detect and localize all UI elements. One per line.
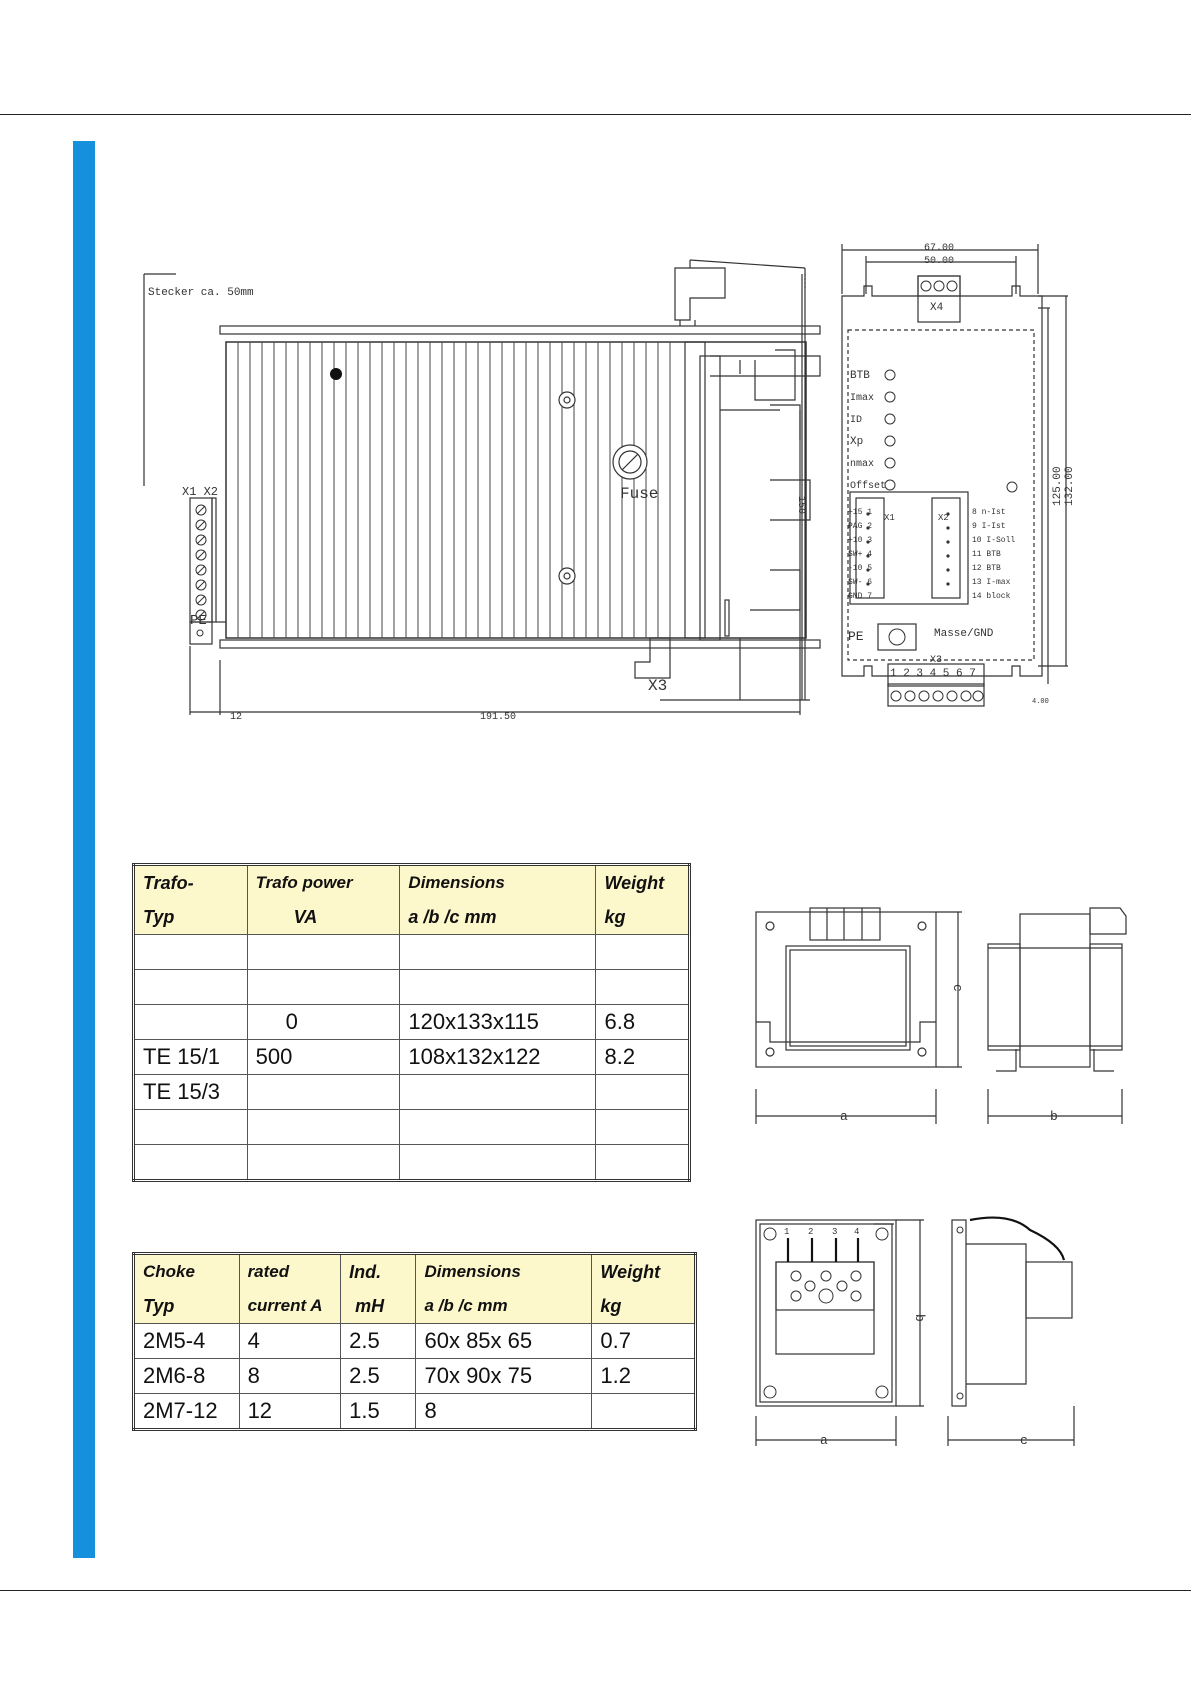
dim-50: 50.00 — [924, 256, 955, 267]
trafo-header-row — [134, 865, 690, 935]
fuse-label: Fuse — [620, 485, 659, 503]
trafo-weight-cell — [596, 1145, 690, 1181]
top-rule — [0, 114, 1191, 115]
trafo-table — [132, 863, 691, 1182]
trafo-dimensions-cell — [400, 970, 596, 1005]
trafo-type-cell — [134, 1145, 248, 1181]
choke-current-cell: 4 — [239, 1324, 341, 1359]
choke-inductance-cell: 2.5 — [341, 1324, 416, 1359]
table-row — [134, 1075, 690, 1110]
trafo-dimensions-cell: 108x132x122 — [400, 1040, 596, 1075]
trafo-weight-cell — [596, 935, 690, 970]
choke-inductance-header: Ind. mH — [341, 1254, 416, 1324]
table-row — [134, 1040, 690, 1075]
x4-label: X4 — [930, 302, 944, 314]
trafo-type-header: Trafo- Typ — [134, 865, 248, 935]
btb-pot-label: BTB — [850, 370, 870, 382]
table-row — [134, 1359, 696, 1394]
table-row — [134, 1005, 690, 1040]
front-x3-label: X3 — [930, 655, 943, 666]
left-pin-2: PAG 2 — [848, 522, 873, 531]
controller-front-view-drawing — [838, 243, 1076, 714]
trafo-dimensions-cell — [400, 1075, 596, 1110]
table-row — [134, 935, 690, 970]
bottom-rule — [0, 1590, 1191, 1591]
choke-dimensions-cell: 60x 85x 65 — [416, 1324, 592, 1359]
choke-inductance-cell: 1.5 — [341, 1394, 416, 1430]
choke-pin-1: 1 — [784, 1227, 790, 1237]
offset-pot-label: Offset — [850, 481, 887, 492]
choke-pin-2: 2 — [808, 1227, 814, 1237]
right-pin-12: 12 BTB — [972, 564, 1001, 573]
left-pin-7: GND 7 — [848, 592, 873, 601]
table-row — [134, 1145, 690, 1181]
choke-current-cell: 8 — [239, 1359, 341, 1394]
choke-type-cell: 2M5-4 — [134, 1324, 240, 1359]
dim-132: 132.00 — [1064, 466, 1076, 506]
trafo-type-cell — [134, 935, 248, 970]
transformer-drawing — [752, 904, 1132, 1129]
right-pin-8: 8 n-Ist — [972, 508, 1006, 517]
trafo-dimensions-cell — [400, 1110, 596, 1145]
transformer-dim-b: b — [1050, 1109, 1058, 1124]
trafo-weight-cell — [596, 1110, 690, 1145]
trafo-weight-cell: 6.8 — [596, 1005, 690, 1040]
choke-pin-4: 4 — [854, 1227, 860, 1237]
dim-67: 67.00 — [924, 243, 955, 254]
table-row — [134, 1394, 696, 1430]
right-pin-9: 9 I-Ist — [972, 522, 1006, 531]
trafo-power-cell — [247, 1110, 400, 1145]
table-row — [134, 970, 690, 1005]
choke-inductance-cell: 2.5 — [341, 1359, 416, 1394]
plug-note: Stecker ca. 50mm — [148, 287, 254, 299]
choke-current-cell: 12 — [239, 1394, 341, 1430]
choke-weight-cell: 0.7 — [592, 1324, 696, 1359]
choke-dimensions-cell: 70x 90x 75 — [416, 1359, 592, 1394]
x3-pin-numbers: 1 2 3 4 5 6 7 — [890, 668, 976, 680]
trafo-power-cell — [247, 935, 400, 970]
trafo-type-cell: TE 15/1 — [134, 1040, 248, 1075]
front-pe-label: PE — [848, 629, 864, 644]
left-pin-6: SW- 6 — [848, 578, 873, 587]
trafo-weight-header: Weight kg — [596, 865, 690, 935]
controller-side-view-drawing — [130, 260, 830, 730]
choke-current-header: rated current A — [239, 1254, 341, 1324]
choke-header-row — [134, 1254, 696, 1324]
trafo-dimensions-header: Dimensions a /b /c mm — [400, 865, 596, 935]
right-pin-13: 13 I-max — [972, 578, 1011, 587]
dim-191-50: 191.50 — [480, 712, 517, 723]
choke-weight-header: Weight kg — [592, 1254, 696, 1324]
table-row — [134, 1110, 690, 1145]
choke-table — [132, 1252, 697, 1431]
choke-dim-c: c — [1020, 1433, 1028, 1448]
choke-dimensions-cell: 8 — [416, 1394, 592, 1430]
x1-connector-label: X1 — [884, 513, 895, 523]
trafo-weight-cell: 8.2 — [596, 1040, 690, 1075]
choke-weight-cell: 1.2 — [592, 1359, 696, 1394]
trafo-type-cell: TE 15/3 — [134, 1075, 248, 1110]
choke-type-cell: 2M6-8 — [134, 1359, 240, 1394]
dim-125: 125.00 — [1052, 466, 1064, 506]
trafo-power-cell: 0 — [247, 1005, 400, 1040]
table-row — [134, 1324, 696, 1359]
choke-dim-a: a — [820, 1433, 828, 1448]
pe-label: PE — [190, 613, 207, 629]
choke-drawing — [752, 1216, 1132, 1448]
choke-type-header: Choke Typ — [134, 1254, 240, 1324]
trafo-power-cell — [247, 1075, 400, 1110]
trafo-power-cell — [247, 1145, 400, 1181]
dim-4: 4.00 — [1032, 698, 1049, 706]
trafo-power-header: Trafo power VA — [247, 865, 400, 935]
dim-150: 150 — [795, 496, 806, 515]
trafo-power-cell — [247, 970, 400, 1005]
trafo-type-cell — [134, 1110, 248, 1145]
imax-pot-label: Imax — [850, 393, 875, 404]
x3-label: X3 — [648, 677, 668, 695]
dim-12: 12 — [230, 712, 243, 723]
trafo-weight-cell — [596, 970, 690, 1005]
id-pot-label: ID — [850, 415, 863, 426]
choke-dimensions-header: Dimensions a /b /c mm — [416, 1254, 592, 1324]
trafo-dimensions-cell — [400, 1145, 596, 1181]
right-pin-11: 11 BTB — [972, 550, 1001, 559]
trafo-dimensions-cell — [400, 935, 596, 970]
choke-type-cell: 2M7-12 — [134, 1394, 240, 1430]
side-accent-bar — [73, 141, 95, 1558]
right-pin-10: 10 I-Soll — [972, 536, 1016, 545]
left-pin-3: +10 3 — [848, 536, 873, 545]
left-pin-4: SW+ 4 — [848, 550, 873, 559]
transformer-dim-c: c — [950, 984, 965, 992]
trafo-type-cell — [134, 1005, 248, 1040]
right-pin-14: 14 block — [972, 592, 1011, 601]
trafo-weight-cell — [596, 1075, 690, 1110]
choke-pin-3: 3 — [832, 1227, 838, 1237]
nmax-pot-label: nmax — [850, 459, 875, 470]
xp-pot-label: Xp — [850, 436, 864, 448]
choke-weight-cell — [592, 1394, 696, 1430]
left-pin-1: +15 1 — [848, 508, 873, 517]
trafo-type-cell — [134, 970, 248, 1005]
trafo-power-cell: 500 — [247, 1040, 400, 1075]
x2-connector-label: X2 — [938, 513, 949, 523]
transformer-dim-a: a — [840, 1109, 848, 1124]
trafo-dimensions-cell: 120x133x115 — [400, 1005, 596, 1040]
x1-x2-label: X1 X2 — [182, 485, 219, 499]
masse-gnd-label: Masse/GND — [934, 628, 994, 640]
left-pin-5: -10 5 — [848, 564, 873, 573]
choke-dim-b: b — [912, 1314, 927, 1322]
